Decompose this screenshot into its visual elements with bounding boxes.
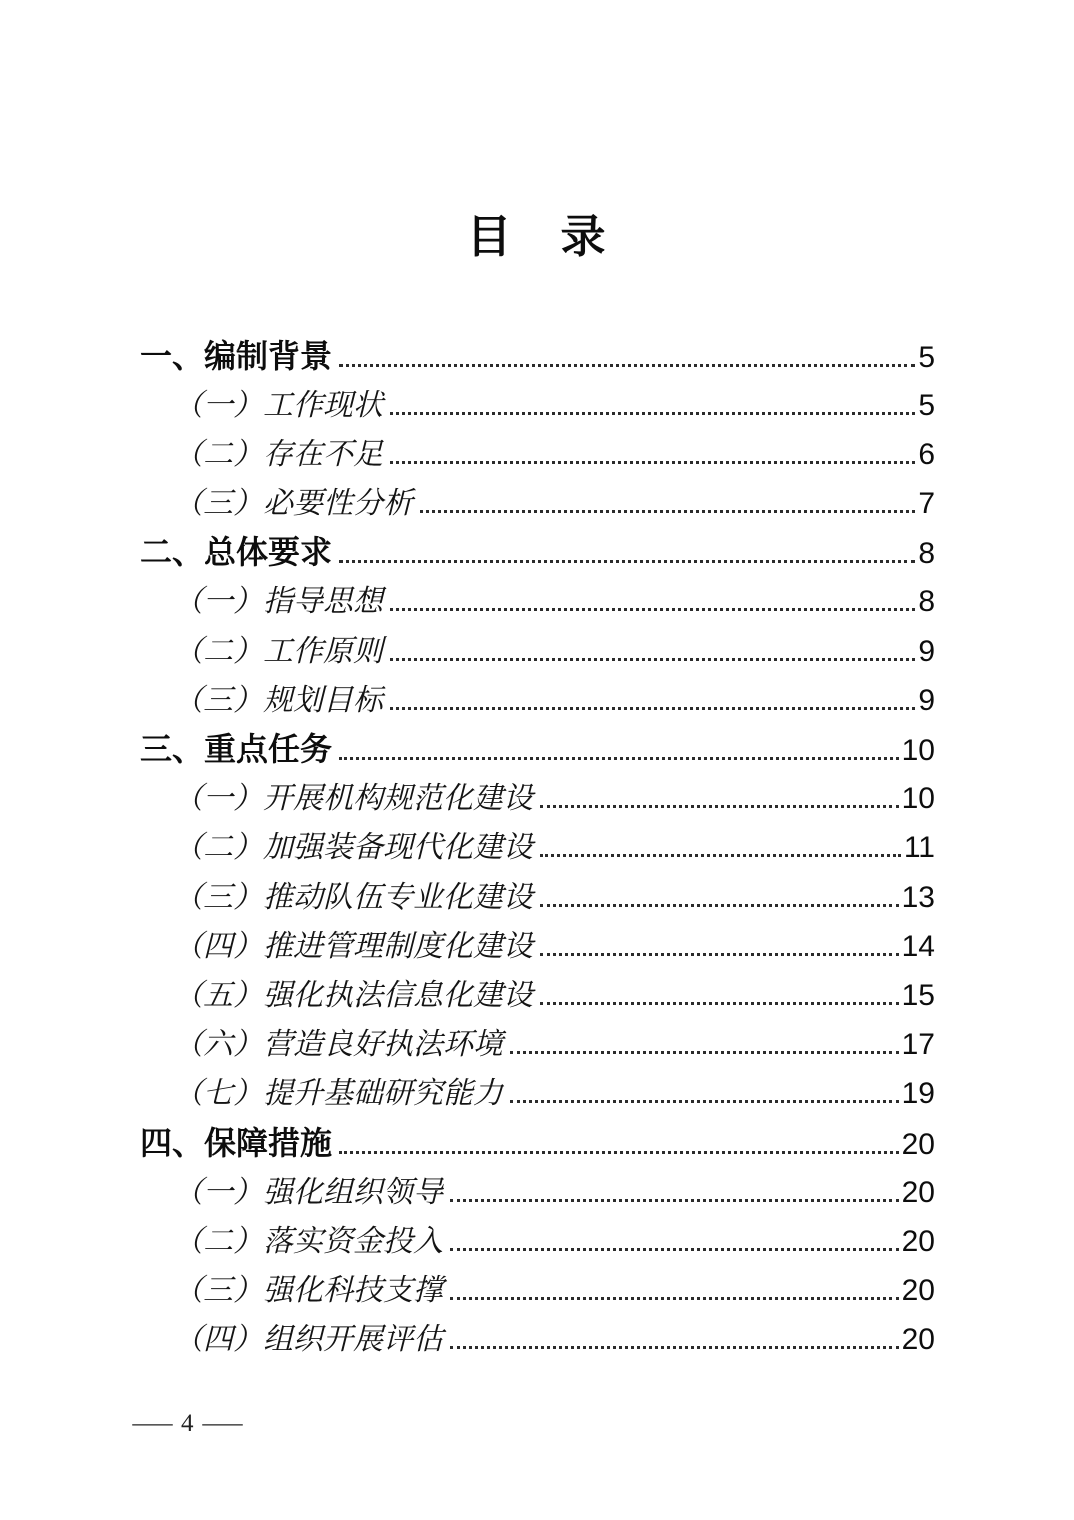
dot-leader [540,1002,899,1005]
toc-entry-page: 5 [918,388,935,422]
dot-leader [390,658,915,661]
dot-leader [390,707,915,710]
toc-entry [140,577,935,626]
toc-entry-page: 6 [918,437,935,471]
toc-entry-page: 8 [918,537,935,571]
toc-entry-page: 20 [901,1224,935,1258]
toc-entry-label: （二）加强装备现代化建设 [173,831,533,865]
toc-entry-label: （六）营造良好执法环境 [173,1028,503,1062]
toc-entry-page: 14 [901,929,935,963]
dot-leader [420,510,915,513]
dot-leader [540,805,899,808]
toc-entry [140,873,935,922]
toc-entry [140,1217,935,1266]
toc-entry-page: 10 [901,782,935,816]
toc-entry [140,627,935,676]
toc-entry-page: 20 [901,1127,935,1161]
dot-leader [450,1248,899,1251]
footer-right-dash: — [202,1410,242,1437]
toc-entry [140,430,935,479]
toc-entry-page: 9 [918,634,935,668]
dot-leader [510,1100,899,1103]
toc-entry-label: 二、总体要求 [140,534,333,571]
toc-entry [140,528,935,577]
page-footer [132,1410,242,1438]
toc-entry-page: 13 [901,880,935,914]
toc-entry-page: 9 [918,683,935,717]
dot-leader [339,364,915,367]
toc-entry-page: 10 [901,734,935,767]
toc-entry [140,1119,935,1168]
toc-entry [140,1069,935,1118]
dot-leader [540,854,901,857]
toc-entry-label: （三）推动队伍专业化建设 [173,880,533,914]
toc-entry [140,774,935,823]
toc-entry [140,1020,935,1069]
dot-leader [390,412,915,415]
dot-leader [450,1346,899,1349]
dot-leader [390,608,915,611]
dot-leader [450,1297,899,1300]
footer-page-number: 4 [181,1410,194,1437]
toc-entry-page: 11 [903,831,935,865]
dot-leader [450,1199,899,1202]
dot-leader [510,1051,899,1054]
toc-entry-label: （三）必要性分析 [173,487,413,521]
toc-entry-label: （二）工作原则 [173,634,383,668]
toc-entry-label: （二）存在不足 [173,437,383,471]
toc-entry-label: （七）提升基础研究能力 [173,1077,503,1111]
toc-entry-label: 三、重点任务 [140,731,333,767]
toc-entry [140,971,935,1020]
toc-entry-label: （四）推进管理制度化建设 [173,929,533,963]
toc-entry-page: 15 [901,978,935,1012]
toc-entry-page: 20 [901,1274,935,1308]
table-of-contents [140,332,935,1365]
toc-entry-page: 8 [918,585,935,619]
toc-entry-page: 5 [918,340,935,374]
toc-entry-label: （二）落实资金投入 [173,1224,443,1258]
toc-entry [140,1168,935,1217]
toc-entry [140,332,935,381]
dot-leader [339,757,899,760]
toc-entry-label: （一）强化组织领导 [173,1175,443,1209]
toc-entry-label: （一）指导思想 [173,585,383,619]
toc-entry-label: （五）强化执法信息化建设 [173,978,533,1012]
toc-entry-page: 17 [901,1028,935,1062]
toc-entry-label: （一）工作现状 [173,388,383,422]
toc-entry-page: 20 [901,1175,935,1209]
dot-leader [540,953,899,956]
toc-entry-label: 四、保障措施 [140,1124,333,1161]
toc-entry-page: 7 [918,487,935,521]
toc-entry-page: 20 [901,1323,935,1357]
toc-entry [140,676,935,725]
dot-leader [390,461,915,464]
dot-leader [339,1151,899,1154]
dot-leader [339,560,915,563]
toc-entry [140,1315,935,1364]
toc-entry-label: （一）开展机构规范化建设 [173,782,533,816]
toc-entry [140,725,935,774]
dot-leader [540,904,899,907]
page-title: 目 录 [466,211,608,262]
toc-entry-label: （四）组织开展评估 [173,1323,443,1357]
toc-entry-label: （三）规划目标 [173,683,383,717]
toc-entry [140,922,935,971]
toc-entry [140,1266,935,1315]
toc-entry [140,381,935,430]
toc-entry [140,823,935,872]
toc-entry-label: 一、编制背景 [140,337,333,374]
toc-entry-page: 19 [901,1077,935,1111]
toc-entry-label: （三）强化科技支撑 [173,1274,443,1308]
toc-entry [140,479,935,528]
footer-left-dash: — [132,1410,173,1437]
